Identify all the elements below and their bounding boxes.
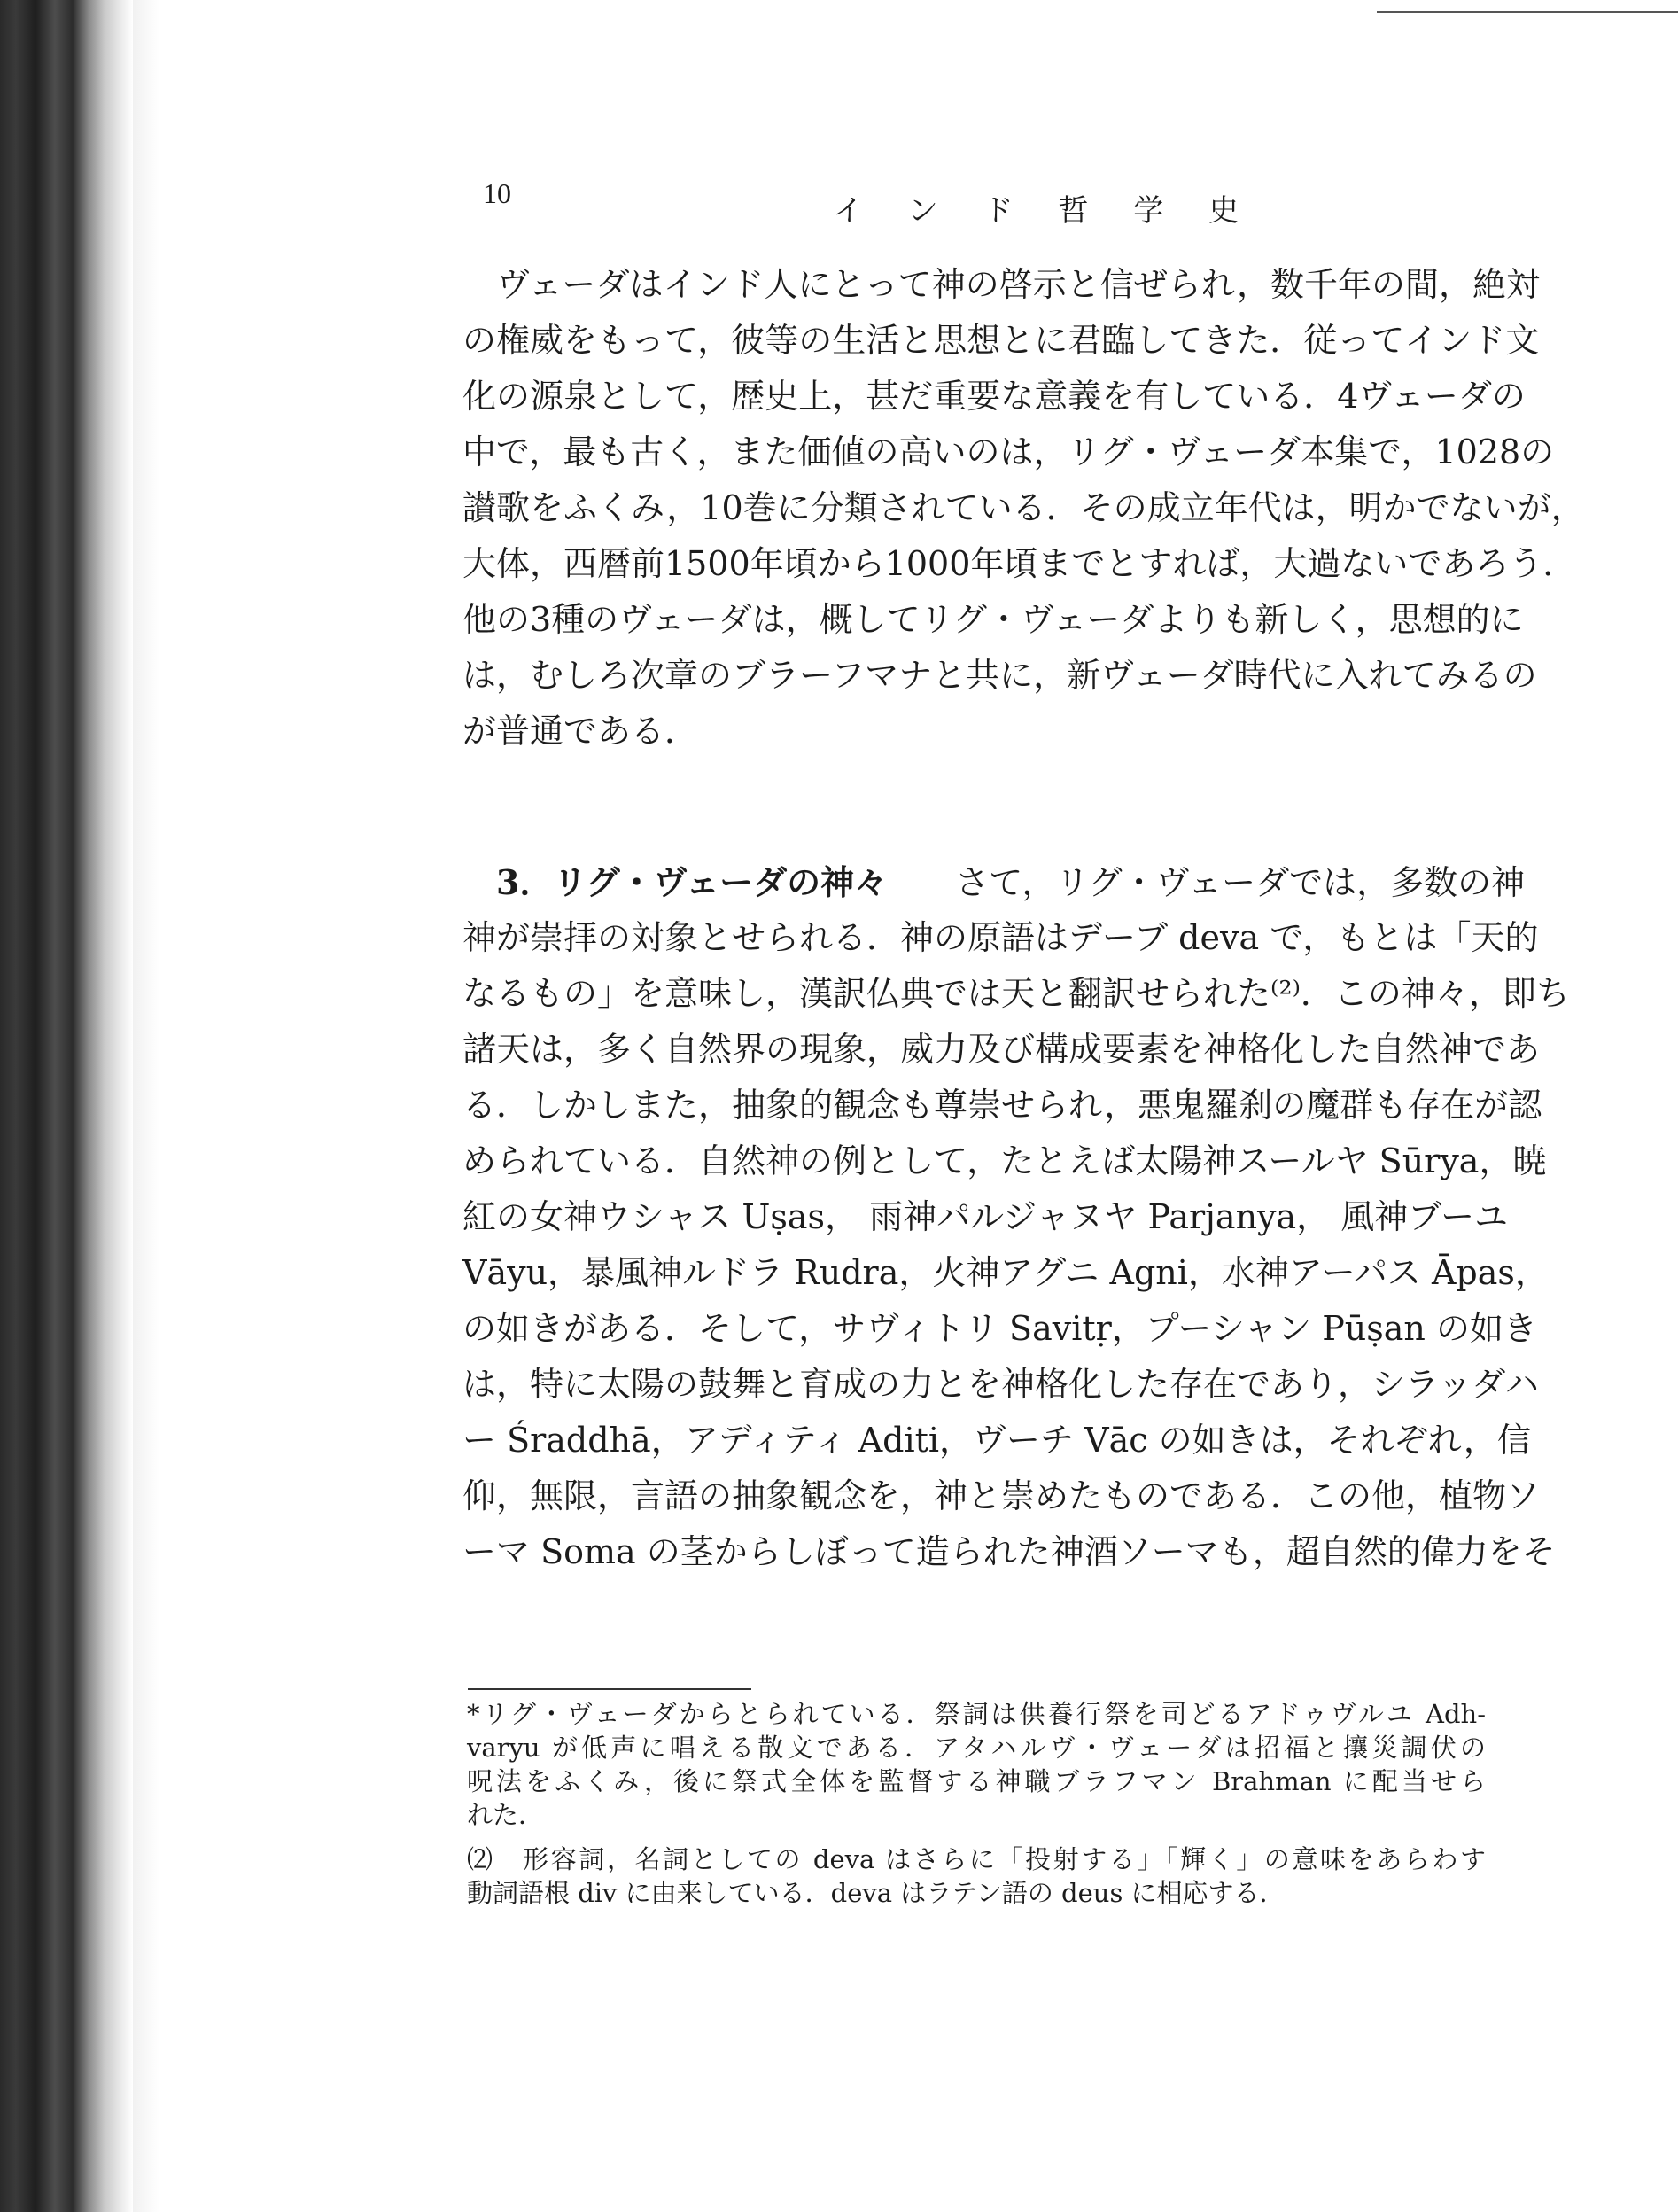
text-line: められている．自然神の例として，たとえば太陽神スールヤ Sūrya，暁 <box>462 1141 1547 1180</box>
text-line: の如きがある．そして，サヴィトリ Savitṛ，プーシャン Pūṣan の如き <box>462 1309 1537 1348</box>
text-line: なるもの」を意味し，漢訳仏典では天と翻訳せられた⁽²⁾．この神々，即ち <box>462 974 1570 1013</box>
section-gods-of-rigveda <box>462 854 1570 1580</box>
footnote-separator <box>468 1688 751 1690</box>
page-number: 10 <box>483 177 511 209</box>
footnote-gap <box>467 1832 1486 1842</box>
text-line: Vāyu，暴風神ルドラ Rudra，火神アグニ Agni，水神アーパス Āpas， <box>462 1253 1549 1292</box>
footnote-line: 動詞語根 div に由来している．deva はラテン語の deus に相応する． <box>467 1878 1286 1908</box>
text-line: 他の3種のヴェーダは，概してリグ・ヴェーダよりも新しく，思想的に <box>462 600 1524 639</box>
text-line: ヴェーダはインド人にとって神の啓示と信ぜられ，数千年の間，絶対 <box>496 265 1541 304</box>
text-line: る．しかしまた，抽象的観念も尊崇せられ，悪鬼羅刹の魔群も存在が認 <box>462 1086 1542 1125</box>
section-first-line <box>462 854 1526 910</box>
paragraph-vedas-overview <box>462 257 1585 759</box>
text-line: 化の源泉として，歴史上，甚だ重要な意義を有している．4ヴェーダの <box>462 377 1526 416</box>
text-line: 紅の女神ウシャス Uṣas， 雨神パルジャヌヤ Parjanya， 風神ブーユ <box>462 1197 1509 1236</box>
footnote-line: れた． <box>467 1800 545 1830</box>
text-line: が普通である． <box>462 712 699 751</box>
footnotes <box>467 1697 1486 1910</box>
section-first-line-text: さて，リグ・ヴェーダでは，多数の神 <box>955 863 1526 902</box>
text-line: ーマ Soma の茎からしぼって造られた神酒ソーマも，超自然的偉力をそ <box>462 1532 1556 1571</box>
text-line: 中で，最も古く，また価値の高いのは，リグ・ヴェーダ本集で，1028の <box>462 432 1555 471</box>
text-line: 讃歌をふくみ，10巻に分類されている．その成立年代は，明かでないが， <box>462 488 1585 527</box>
text-line: は，むしろ次章のブラーフマナと共に，新ヴェーダ時代に入れてみるの <box>462 656 1537 695</box>
text-line: ー Śraddhā，アディティ Aditi，ヴーチ Vāc の如きは，それぞれ，信 <box>462 1421 1531 1460</box>
text-line: 仰，無限，言語の抽象観念を，神と崇めたものである．この他，植物ソ <box>462 1476 1541 1515</box>
text-line: の権威をもって，彼等の生活と思想とに君臨してきた．従ってインド文 <box>462 321 1540 360</box>
running-head: イ ン ド 哲 学 史 <box>833 193 1257 229</box>
text-line: 大体，西暦前1500年頃から1000年頃までとすれば，大過ないであろう． <box>462 544 1577 583</box>
footnote-line: *リグ・ヴェーダからとられている．祭詞は供養行祭を司どるアドゥヴルユ Adh- <box>467 1699 1486 1729</box>
text-line: は，特に太陽の鼓舞と育成の力とを神格化した存在であり，シラッダハ <box>462 1365 1539 1404</box>
footnote-line: ⑵ 形容詞，名詞としての deva はさらに「投射する」「輝く」の意味をあらわす <box>467 1844 1486 1874</box>
footnote-line: 呪法をふくみ，後に祭式全体を監督する神職ブラフマン Brahman に配当せら <box>467 1766 1486 1796</box>
footnote-line: varyu が低声に唱える散文である．アタハルヴ・ヴェーダは招福と攘災調伏の <box>467 1733 1486 1763</box>
text-line: 諸天は，多く自然界の現象，威力及び構成要素を神格化した自然神であ <box>462 1030 1541 1069</box>
text-line: 神が崇拝の対象とせられる．神の原語はデーブ deva で，もとは「天的 <box>462 918 1539 957</box>
section-heading: 3．リグ・ヴェーダの神々 <box>496 862 889 902</box>
